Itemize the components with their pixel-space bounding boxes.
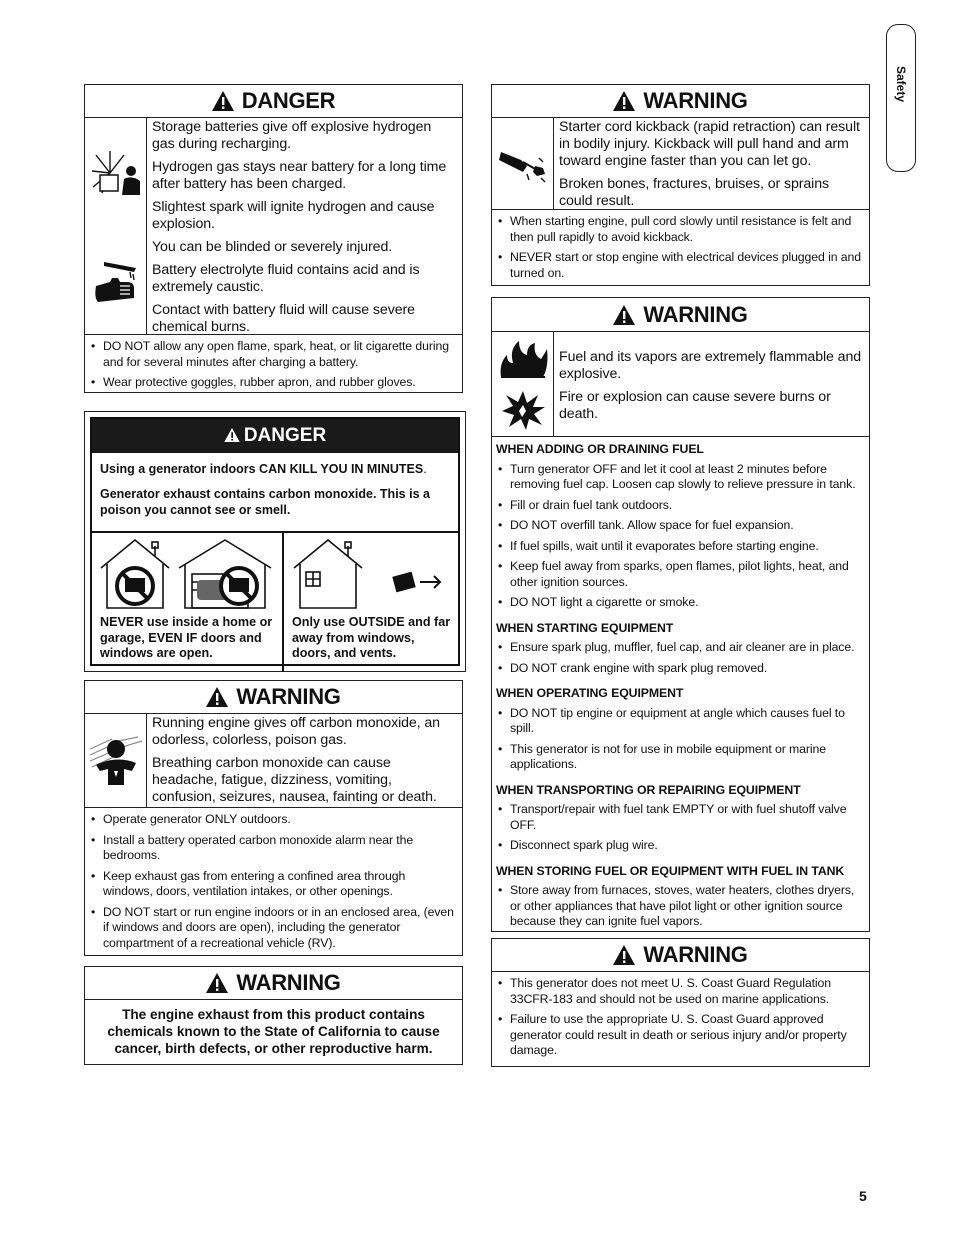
section-heading: WHEN TRANSPORTING OR REPAIRING EQUIPMENT — [496, 782, 801, 797]
kickback-icon-column — [492, 118, 554, 209]
marine-warning-bullets — [492, 972, 869, 1068]
list-item: • Ensure spark plug, muffler, fuel cap, and air cleaner are in place. — [498, 640, 865, 656]
alert-triangle-icon — [206, 687, 228, 707]
section-heading: WHEN STORING FUEL OR EQUIPMENT WITH FUEL IN TANK — [496, 863, 845, 878]
indoor-left-caption: NEVER use inside a home or garage, EVEN IF doors and windows are open. — [100, 615, 273, 660]
list-item: • Transport/repair with fuel tank EMPTY or with fuel shutoff valve OFF. — [498, 802, 865, 833]
kickback-warning-para-1: Starter cord kickback (rapid retraction) can result in bodily injury. Kickback will pull hand and arm toward engine faster than you can let go. — [559, 119, 860, 169]
indoor-danger-outer — [84, 411, 466, 672]
warning-header-label: WARNING — [236, 970, 341, 995]
list-item: • Wear protective goggles, rubber apron, and rubber gloves. — [91, 375, 458, 391]
warning-header — [492, 85, 869, 118]
alert-triangle-icon — [613, 91, 635, 111]
list-item: • DO NOT overfill tank. Allow space for fuel expansion. — [498, 518, 865, 534]
house-prohibited-icon — [97, 536, 277, 612]
fuel-icon-column — [492, 332, 554, 436]
list-item: • Fill or drain fuel tank outdoors. — [498, 498, 865, 514]
marine-warning-box — [491, 938, 870, 1067]
co-icon-column — [85, 714, 147, 807]
alert-triangle-icon — [212, 91, 234, 111]
battery-danger-box — [84, 84, 463, 393]
toxic-gas-person-icon — [88, 735, 144, 787]
list-item: • Failure to use the appropriate U. S. Coast Guard approved generator could result in death or serious injury and/or property damage. — [498, 1012, 865, 1059]
alert-triangle-icon — [224, 428, 240, 442]
fuel-warning-para-2: Fire or explosion can cause severe burns or death. — [559, 389, 831, 422]
alert-triangle-icon — [206, 973, 228, 993]
fuel-warning-box — [491, 297, 870, 932]
indoor-danger-text — [92, 453, 458, 531]
kickback-warning-box — [491, 84, 870, 286]
list-item: • Keep fuel away from sparks, open flames, pilot lights, heat, and other ignition sources. — [498, 559, 865, 590]
side-tab-label: Safety — [894, 65, 908, 103]
list-item: • If fuel spills, wait until it evaporates before starting engine. — [498, 539, 865, 555]
battery-danger-para-2: Hydrogen gas stays near battery for a long time after battery has been charged. — [152, 159, 447, 192]
indoor-danger-header — [92, 419, 458, 453]
danger-header-label: DANGER — [241, 88, 336, 113]
list-item: • DO NOT light a cigarette or smoke. — [498, 595, 865, 611]
fuel-warning-sections — [492, 437, 869, 930]
warning-header — [492, 298, 869, 332]
battery-explosion-icon — [90, 149, 142, 197]
fire-icon — [497, 337, 549, 379]
page-number: 5 — [859, 1188, 867, 1204]
section-heading: WHEN OPERATING EQUIPMENT — [496, 686, 684, 700]
battery-danger-para-5: Battery electrolyte fluid contains acid and is extremely caustic. — [152, 262, 420, 295]
indoor-right-caption: Only use OUTSIDE and far away from windows, doors, and vents. — [292, 615, 451, 660]
alert-triangle-icon — [613, 945, 635, 965]
prop65-text: The engine exhaust from this product contains chemicals known to the State of California to cause cancer, birth defects, or other reproductive harm. — [107, 1007, 440, 1056]
warning-header — [85, 967, 462, 1000]
list-item: • Turn generator OFF and let it cool at least 2 minutes before removing fuel cap. Loosen cap slowly to relieve pressure in tank. — [498, 462, 865, 493]
co-warning-box — [84, 680, 463, 956]
indoor-danger-inner — [90, 417, 460, 666]
warning-header — [492, 939, 869, 972]
indoor-danger-line-2: Generator exhaust contains carbon monoxide. This is a poison you cannot see or smell. — [100, 487, 430, 517]
acid-burn-hand-icon — [90, 258, 142, 304]
list-item: • NEVER start or stop engine with electrical devices plugged in and turned on. — [498, 250, 865, 281]
co-warning-para-1: Running engine gives off carbon monoxide, an odorless, colorless, poison gas. — [152, 715, 440, 748]
co-warning-para-2: Breathing carbon monoxide can cause headache, fatigue, dizziness, vomiting, confusion, seizures, nausea, fainting or death. — [152, 755, 437, 805]
list-item: • Store away from furnaces, stoves, water heaters, clothes dryers, or other appliances that have pilot light or other ignition source because they can ignite fuel vapors. — [498, 883, 865, 930]
list-item: • DO NOT allow any open flame, spark, heat, or lit cigarette during and for several minutes after charging a battery. — [91, 339, 458, 370]
section-heading: WHEN ADDING OR DRAINING FUEL — [496, 442, 704, 456]
fuel-warning-para-1: Fuel and its vapors are extremely flammable and explosive. — [559, 349, 862, 382]
indoor-right-panel — [284, 533, 458, 672]
warning-header-label: WARNING — [643, 301, 748, 327]
co-warning-bullets — [85, 808, 462, 960]
warning-header-label: WARNING — [236, 684, 341, 709]
battery-danger-para-3: Slightest spark will ignite hydrogen and cause explosion. — [152, 199, 435, 232]
side-tab — [886, 24, 916, 172]
indoor-left-panel — [92, 533, 284, 672]
list-item: • This generator is not for use in mobile equipment or marine applications. — [498, 742, 865, 773]
battery-icon-column — [85, 118, 147, 334]
battery-danger-bullets — [85, 335, 462, 400]
warning-header-label: WARNING — [643, 942, 748, 967]
list-item: • This generator does not meet U. S. Coast Guard Regulation 33CFR-183 and should not be used on marine applications. — [498, 976, 865, 1007]
house-outdoor-generator-icon — [290, 536, 458, 612]
battery-danger-para-6: Contact with battery fluid will cause severe chemical burns. — [152, 302, 415, 335]
list-item: • DO NOT crank engine with spark plug removed. — [498, 661, 865, 677]
starter-kickback-icon — [497, 144, 549, 184]
list-item: • Operate generator ONLY outdoors. — [91, 812, 458, 828]
indoor-danger-line-1: Using a generator indoors CAN KILL YOU IN MINUTES — [100, 462, 424, 476]
warning-header-label: WARNING — [643, 88, 748, 113]
list-item: • When starting engine, pull cord slowly until resistance is felt and then pull rapidly to avoid kickback. — [498, 214, 865, 245]
kickback-warning-bullets — [492, 210, 869, 290]
battery-danger-para-4: You can be blinded or severely injured. — [152, 239, 393, 255]
battery-danger-para-1: Storage batteries give off explosive hydrogen gas during recharging. — [152, 119, 432, 152]
indoor-danger-header-label: DANGER — [243, 425, 327, 446]
section-heading: WHEN STARTING EQUIPMENT — [496, 620, 674, 635]
list-item: • Install a battery operated carbon monoxide alarm near the bedrooms. — [91, 833, 458, 864]
list-item: • Keep exhaust gas from entering a confined area through windows, doors, ventilation intakes, or other openings. — [91, 869, 458, 900]
prop65-warning-box — [84, 966, 463, 1065]
kickback-warning-para-2: Broken bones, fractures, bruises, or sprains could result. — [559, 176, 830, 209]
indoor-danger-line-1-end: . — [423, 462, 427, 476]
explosion-icon — [500, 389, 546, 431]
list-item: • DO NOT tip engine or equipment at angle which causes fuel to spill. — [498, 706, 865, 737]
list-item: • DO NOT start or run engine indoors or in an enclosed area, (even if windows and doors are open), including the generator compartment of a recreational vehicle (RV). — [91, 905, 458, 952]
alert-triangle-icon — [613, 305, 635, 325]
danger-header — [85, 85, 462, 118]
warning-header — [85, 681, 462, 714]
list-item: • Disconnect spark plug wire. — [498, 838, 865, 854]
